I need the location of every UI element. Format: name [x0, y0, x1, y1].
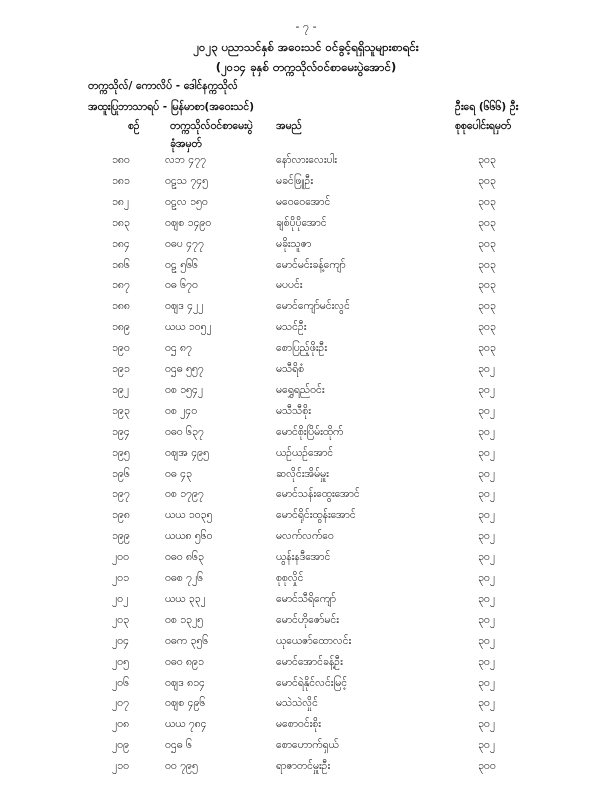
row-number: ၁၉၇ — [112, 488, 130, 501]
total-marks: ၃၀၃ — [478, 321, 496, 334]
row-number: ၁၈၂ — [112, 195, 130, 208]
roll-number: ဝစ ၁၅၄၂ — [165, 383, 204, 396]
total-marks: ၃၀၂ — [478, 551, 495, 564]
table-row — [0, 718, 612, 738]
roll-number: ဝဓဝ ၈၆၃ — [165, 551, 204, 564]
total-marks: ၃၀၃ — [478, 258, 496, 271]
roll-number: ဝဠသ ၇၄၅ — [165, 174, 209, 187]
row-number: ၂၀၆ — [112, 676, 129, 689]
row-number: ၁၉၃ — [112, 404, 130, 417]
row-number: ၁၉၉ — [112, 530, 130, 543]
roll-number: ဝဈစ ၁၄၉၀ — [165, 216, 212, 229]
row-number: ၂၀၈ — [112, 718, 130, 731]
roll-number: ဝစ ၂၄၀ — [165, 404, 198, 417]
total-marks: ၃၀၃ — [478, 279, 496, 292]
roll-number: ယယ ၃၃၂ — [165, 592, 206, 605]
total-marks: ၃၀၂ — [478, 655, 495, 668]
row-number: ၂၀၇ — [112, 697, 129, 710]
table-row — [0, 509, 612, 529]
roll-number: ဝဈအ ၄၉၅ — [165, 446, 209, 459]
column-header-roll-line2: ခုံအမှတ် — [170, 138, 202, 150]
student-name: ယုယေဇာ်ထောလင်း — [276, 634, 352, 647]
roll-number: ယယ၈ ၅၆၀ — [165, 530, 213, 543]
student-name: မဝေဝေအောင် — [276, 195, 331, 208]
table-row — [0, 593, 612, 613]
total-marks: ၃၀၂ — [478, 634, 495, 647]
table-row — [0, 447, 612, 467]
row-number: ၂၀၂ — [112, 592, 129, 605]
student-name: မရွှေရည်ဝင်း — [276, 383, 325, 396]
roll-number: ဝဓစ ၇၂၆ — [165, 572, 204, 584]
table-row — [0, 196, 612, 216]
total-marks: ၃၀၂ — [478, 363, 495, 375]
total-marks: ၃၀၃ — [478, 174, 496, 187]
student-name: စောဟောက်ရှယ် — [276, 739, 339, 752]
total-marks: ၃၀၂ — [478, 404, 495, 417]
total-marks: ၃၀၂ — [478, 676, 495, 689]
student-name: ယွန်းနဒီအောင် — [276, 551, 331, 564]
roll-number: ဝ၀ ၇၉၅ — [165, 760, 198, 773]
table-row — [0, 238, 612, 258]
student-name: စောပြည့်ဖိုးဦး — [276, 342, 327, 355]
subject-line: အထူးပြုဘာသာရပ် - မြန်မာစာ(အဝေးသင်) — [88, 101, 255, 113]
table-row — [0, 363, 612, 383]
total-marks: ၃၀၂ — [478, 718, 495, 731]
student-name: မောင်ရဲနိုင်လင်းမြင့် — [276, 676, 348, 689]
student-name: မောင်သန်းထွေးအောင် — [276, 488, 360, 501]
student-name: ယဉ်ယဉ်အောင် — [276, 446, 334, 459]
row-number: ၁၈၈ — [112, 300, 130, 313]
roll-number: ဝဓဝ ၈၉၁ — [165, 655, 204, 668]
student-name: မသဲသဲလှိုင် — [276, 697, 318, 710]
table-row — [0, 300, 612, 320]
roll-number: ဝဈဒ ၄၂၂ — [165, 300, 204, 313]
roll-number: ဝဌဓ ၆ — [165, 739, 192, 752]
table-row — [0, 468, 612, 488]
total-marks: ၃၀၂ — [478, 446, 495, 459]
student-name: ချစ်ပိုပိုအောင် — [276, 216, 327, 229]
table-row — [0, 259, 612, 279]
student-name: မသင်ဦး — [276, 321, 307, 334]
row-number: ၂၀၀ — [112, 551, 129, 564]
row-number: ၁၈၄ — [112, 237, 130, 250]
row-number: ၁၉၆ — [112, 467, 130, 480]
total-count: ဦးရေ (၆၆၆) ဦး — [455, 101, 519, 113]
roll-number: ဝဠလ ၁၅၀ — [165, 195, 208, 208]
total-marks: ၃၀၂ — [478, 697, 495, 710]
row-number: ၁၈၁ — [112, 174, 130, 187]
row-number: ၁၉၀ — [112, 342, 130, 355]
table-row — [0, 154, 612, 174]
column-header-name: အမည် — [276, 120, 302, 132]
row-number: ၁၉၈ — [112, 509, 130, 522]
student-name: မသီသီစိုး — [276, 404, 311, 417]
table-row — [0, 405, 612, 425]
total-marks: ၃၀၂ — [478, 509, 495, 522]
table-row — [0, 217, 612, 237]
page-number: - ၇ - — [295, 20, 317, 33]
total-marks: ၃၀၂ — [478, 530, 495, 543]
row-number: ၁၈၉ — [112, 321, 130, 334]
total-marks: ၃၀၂ — [478, 613, 495, 626]
row-number: ၁၉၄ — [112, 425, 130, 438]
table-row — [0, 342, 612, 362]
row-number: ၂၀၄ — [112, 634, 129, 647]
student-name: မောင်သီရိကျော် — [276, 592, 336, 605]
table-row — [0, 635, 612, 655]
roll-number: ဝဈဒ ၈၁၄ — [165, 676, 205, 689]
total-marks: ၃၀၂ — [478, 467, 495, 480]
table-row — [0, 530, 612, 550]
roll-number: ဝစ ၁၇၉၇ — [165, 488, 204, 501]
student-name: စုစုလှိုင် — [276, 572, 304, 584]
total-marks: ၃၀၂ — [478, 592, 495, 605]
university-line: တက္ကသိုလ်/ ကောလိပ် - ဒေါင်နက္ကသိုလ် — [88, 80, 238, 92]
student-name: မလက်လက်ဝေ — [276, 530, 334, 543]
table-row — [0, 384, 612, 404]
roll-number: လဘ ၄၇၇ — [165, 154, 207, 166]
student-name: နော်လားလေးပါး — [276, 154, 337, 166]
document-subtitle: (၂၀၁၄ ခုနှစ် တက္ကသိုလ်ဝင်စာမေးပွဲအောင်) — [215, 60, 397, 74]
roll-number: ဝဠ ၅၆၆ — [165, 258, 198, 271]
total-marks: ၃၀၂ — [478, 739, 495, 752]
table-row — [0, 488, 612, 508]
table-row — [0, 321, 612, 341]
student-name: မောင်ရိုင်းထွန်းအောင် — [276, 509, 356, 522]
row-number: ၁၈၆ — [112, 258, 130, 271]
roll-number: ဝဈစ ၄၉၆ — [165, 697, 206, 710]
student-name: မပပင်း — [276, 279, 303, 292]
total-marks: ၃၀၀ — [478, 760, 496, 773]
student-name: မသီရိစံ — [276, 363, 305, 375]
table-row — [0, 656, 612, 676]
total-marks: ၃၀၃ — [478, 154, 496, 166]
total-marks: ၃၀၂ — [478, 383, 495, 396]
row-number: ၂၀၃ — [112, 613, 129, 626]
table-row — [0, 697, 612, 717]
student-name: ဆလိုင်းအိမ်မှူး — [276, 467, 329, 480]
roll-number: ဝဌဓ ၅၅၇ — [165, 363, 204, 375]
roll-number: ဝဓဝ ၆၃၇ — [165, 425, 204, 438]
table-row — [0, 175, 612, 195]
total-marks: ၃၀၃ — [478, 195, 496, 208]
total-marks: ၃၀၃ — [478, 342, 496, 355]
row-number: ၁၈၃ — [112, 216, 130, 229]
row-number: ၂၀၉ — [112, 739, 129, 752]
table-row — [0, 739, 612, 759]
student-name: ရာဇာတင်မှူးဦး — [276, 760, 331, 773]
roll-number: ယယ ၁၀၅၂ — [165, 321, 212, 334]
column-header-marks: စုစုပေါင်းရမှတ် — [455, 120, 512, 132]
total-marks: ၃၀၂ — [478, 425, 495, 438]
row-number: ၂၁၀ — [112, 760, 129, 773]
row-number: ၁၈၀ — [112, 154, 130, 166]
roll-number: ဝစ ၁၃၂၅ — [165, 613, 204, 626]
roll-number: ဝဓပ ၄၇၇ — [165, 237, 204, 250]
column-header-no: စဉ် — [128, 120, 140, 132]
student-name: မစောဝင်းစိုး — [276, 718, 321, 731]
student-name: မောင်စိုးပြိမ်းထိုက် — [276, 425, 344, 438]
table-row — [0, 677, 612, 697]
total-marks: ၃၀၂ — [478, 572, 495, 584]
row-number: ၁၉၅ — [112, 446, 130, 459]
student-name: မောင်ဟိုဇော်မင်း — [276, 613, 339, 626]
roll-number: ဝဓက ၃၅၆ — [165, 634, 209, 647]
row-number: ၁၈၇ — [112, 279, 130, 292]
total-marks: ၃၀၃ — [478, 216, 496, 229]
total-marks: ၃၀၃ — [478, 300, 496, 313]
table-row — [0, 551, 612, 571]
column-header-roll: တက္ကသိုလ်ဝင်စာမေးပွဲ — [170, 120, 253, 132]
table-row — [0, 760, 612, 780]
table-row — [0, 279, 612, 299]
roll-number: ယယ ၇၈၄ — [165, 718, 207, 731]
table-row — [0, 614, 612, 634]
table-row — [0, 426, 612, 446]
document-title: ၂၀၂၃ ပညာသင်နှစ် အဝေးသင် ဝင်ခွင့်ရရှိသူများစာရင်း — [193, 40, 419, 54]
roll-number: ဝဓ ၆၇၀ — [165, 279, 198, 292]
row-number: ၁၉၁ — [112, 363, 130, 375]
student-name: မောင်မင်းခန့်ကျော် — [276, 258, 346, 271]
roll-number: ဝဌ ၈၇ — [165, 342, 192, 355]
student-name: မောင်ကျော်မင်းလွင် — [276, 300, 350, 313]
table-row — [0, 572, 612, 592]
roll-number: ဝဓ ၄၃ — [165, 467, 192, 480]
total-marks: ၃၀၃ — [478, 237, 496, 250]
row-number: ၂၀၅ — [112, 655, 129, 668]
student-name: မခင်ဖြူဦး — [276, 174, 314, 187]
student-name: မခိုးသူဇာ — [276, 237, 312, 250]
total-marks: ၃၀၂ — [478, 488, 495, 501]
roll-number: ယယ ၁၀၃၅ — [165, 509, 213, 522]
row-number: ၁၉၂ — [112, 383, 129, 396]
student-name: မောင်အောင်ခန့်ဦး — [276, 655, 343, 668]
row-number: ၂၀၁ — [112, 572, 129, 584]
